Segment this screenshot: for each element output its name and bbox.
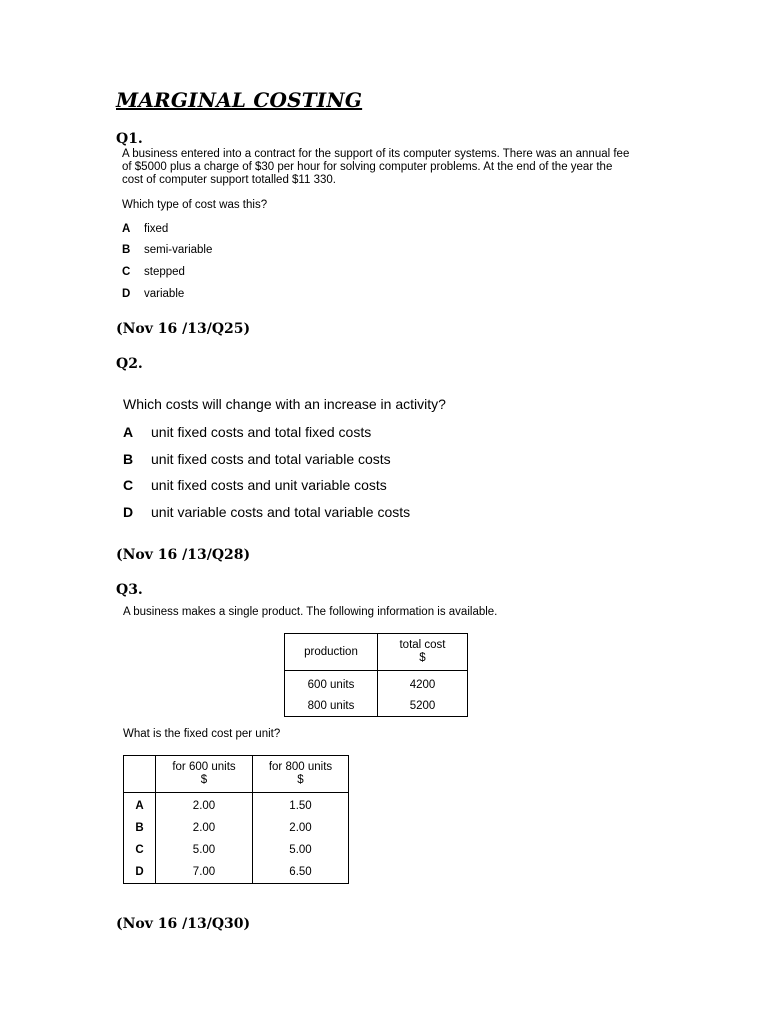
option-text: fixed bbox=[144, 223, 169, 235]
q3-reference: (Nov 16 /13/Q30) bbox=[116, 916, 251, 932]
q1-question: Which type of cost was this? bbox=[122, 199, 268, 211]
q1-option-a bbox=[122, 223, 168, 236]
option-text: unit fixed costs and unit variable costs bbox=[151, 477, 387, 493]
q1-text: A business entered into a contract for the support of its computer systems. There was an annual fee of $5000 plus a charge of $30 per hour for solving computer problems. At the end of the year the cost of computer support totalled $11 330. bbox=[122, 148, 630, 186]
option-letter: D bbox=[124, 861, 156, 884]
table-cell: 6.50 bbox=[253, 861, 349, 884]
option-letter: A bbox=[123, 424, 134, 440]
q2-heading: Q2. bbox=[116, 356, 143, 372]
table-row bbox=[285, 671, 468, 696]
option-text: unit fixed costs and total fixed costs bbox=[151, 424, 372, 440]
table-cell: 5.00 bbox=[253, 839, 349, 861]
option-letter: D bbox=[122, 288, 131, 300]
table-cell: 5.00 bbox=[156, 839, 253, 861]
option-text: variable bbox=[144, 288, 185, 300]
table-cell: 2.00 bbox=[156, 817, 253, 839]
info-table bbox=[284, 633, 468, 717]
table-row bbox=[124, 793, 349, 818]
q1-option-c bbox=[122, 266, 185, 279]
option-letter: B bbox=[124, 817, 156, 839]
q2-option-a bbox=[123, 424, 371, 440]
table-header-cell bbox=[124, 756, 156, 793]
table-cell: 2.00 bbox=[156, 793, 253, 818]
q3-question: What is the fixed cost per unit? bbox=[123, 728, 281, 740]
option-letter: A bbox=[122, 223, 131, 235]
table-cell: 1.50 bbox=[253, 793, 349, 818]
q2-option-c bbox=[123, 477, 387, 493]
table-header-cell: for 600 units $ bbox=[156, 756, 253, 793]
q2-option-b bbox=[123, 451, 391, 467]
q2-question: Which costs will change with an increase in activity? bbox=[123, 396, 446, 412]
q1-reference: (Nov 16 /13/Q25) bbox=[116, 321, 251, 337]
q2-option-d bbox=[123, 504, 410, 520]
option-letter: C bbox=[124, 839, 156, 861]
option-text: stepped bbox=[144, 266, 185, 278]
table-header-row bbox=[285, 634, 468, 671]
q2-reference: (Nov 16 /13/Q28) bbox=[116, 547, 251, 563]
table-header-cell: total cost $ bbox=[378, 634, 468, 671]
table-row bbox=[124, 861, 349, 884]
table-cell: 7.00 bbox=[156, 861, 253, 884]
q3-intro: A business makes a single product. The following information is available. bbox=[123, 606, 498, 618]
answer-table bbox=[123, 755, 349, 884]
option-letter: B bbox=[122, 244, 131, 256]
table-cell: 5200 bbox=[378, 695, 468, 717]
option-letter: C bbox=[122, 266, 131, 278]
option-letter: D bbox=[123, 504, 134, 520]
table-header-cell: for 800 units $ bbox=[253, 756, 349, 793]
option-letter: C bbox=[123, 477, 134, 493]
option-text: unit variable costs and total variable costs bbox=[151, 504, 411, 520]
page-title: MARGINAL COSTING bbox=[116, 88, 363, 112]
table-cell: 4200 bbox=[378, 671, 468, 696]
table-row bbox=[285, 695, 468, 717]
q1-heading: Q1. bbox=[116, 131, 143, 147]
table-cell: 800 units bbox=[285, 695, 378, 717]
table-cell: 600 units bbox=[285, 671, 378, 696]
table-row bbox=[124, 839, 349, 861]
q1-option-d bbox=[122, 288, 184, 301]
q1-option-b bbox=[122, 244, 212, 257]
table-cell: 2.00 bbox=[253, 817, 349, 839]
option-letter: B bbox=[123, 451, 134, 467]
q3-heading: Q3. bbox=[116, 582, 143, 598]
table-row bbox=[124, 817, 349, 839]
option-text: semi-variable bbox=[144, 244, 213, 256]
table-header-row bbox=[124, 756, 349, 793]
option-text: unit fixed costs and total variable costs bbox=[151, 451, 391, 467]
option-letter: A bbox=[124, 793, 156, 818]
table-header-cell: production bbox=[285, 634, 378, 671]
